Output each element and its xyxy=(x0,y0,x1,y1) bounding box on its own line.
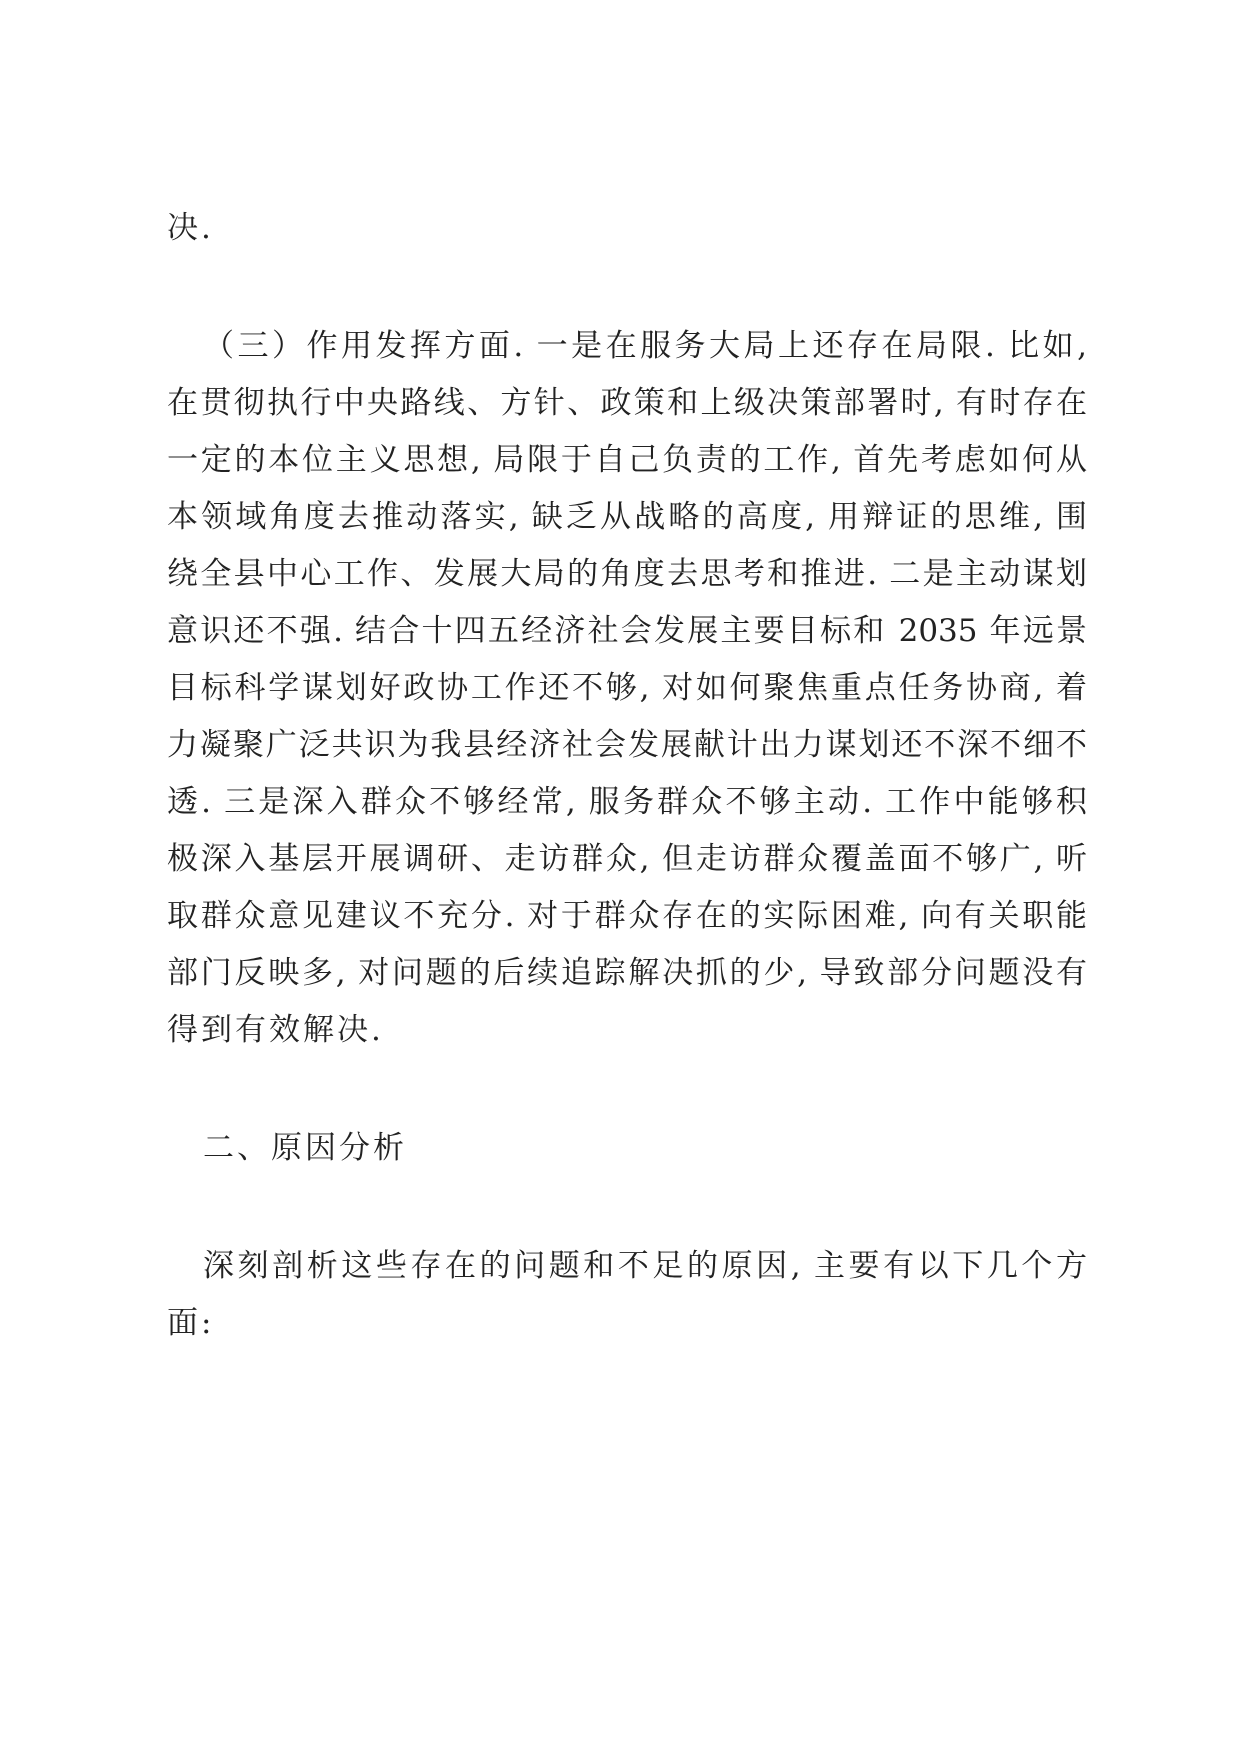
analysis-intro-line-last: 面: xyxy=(167,1305,215,1341)
body-line: 力凝聚广泛共识为我县经济社会发展献计出力谋划还不深不细不 xyxy=(167,727,1087,763)
body-line: 本领域角度去推动落实, 缺乏从战略的高度, 用辩证的思维, 围 xyxy=(167,499,1087,535)
paragraph-ending-line: 决. xyxy=(167,210,214,246)
analysis-intro-line: 深刻剖析这些存在的问题和不足的原因, 主要有以下几个方 xyxy=(203,1248,1087,1284)
body-line: 在贯彻执行中央路线、方针、政策和上级决策部署时, 有时存在 xyxy=(167,385,1087,421)
body-line: 意识还不强. 结合十四五经济社会发展主要目标和 2035 年远景 xyxy=(167,613,1087,649)
body-line: 极深入基层开展调研、走访群众, 但走访群众覆盖面不够广, 听 xyxy=(167,841,1087,877)
body-line-last: 得到有效解决. xyxy=(167,1012,384,1048)
section-heading: 二、原因分析 xyxy=(203,1130,407,1166)
body-line: 透. 三是深入群众不够经常, 服务群众不够主动. 工作中能够积 xyxy=(167,784,1087,820)
body-line: 一定的本位主义思想, 局限于自己负责的工作, 首先考虑如何从 xyxy=(167,442,1087,478)
body-line: 目标科学谋划好政协工作还不够, 对如何聚焦重点任务协商, 着 xyxy=(167,670,1087,706)
body-line: 部门反映多, 对问题的后续追踪解决抓的少, 导致部分问题没有 xyxy=(167,955,1087,991)
section-three-first-line: （三）作用发挥方面. 一是在服务大局上还存在局限. 比如, xyxy=(203,328,1087,364)
body-line: 绕全县中心工作、发展大局的角度去思考和推进. 二是主动谋划 xyxy=(167,556,1087,592)
body-line: 取群众意见建议不充分. 对于群众存在的实际困难, 向有关职能 xyxy=(167,898,1087,934)
